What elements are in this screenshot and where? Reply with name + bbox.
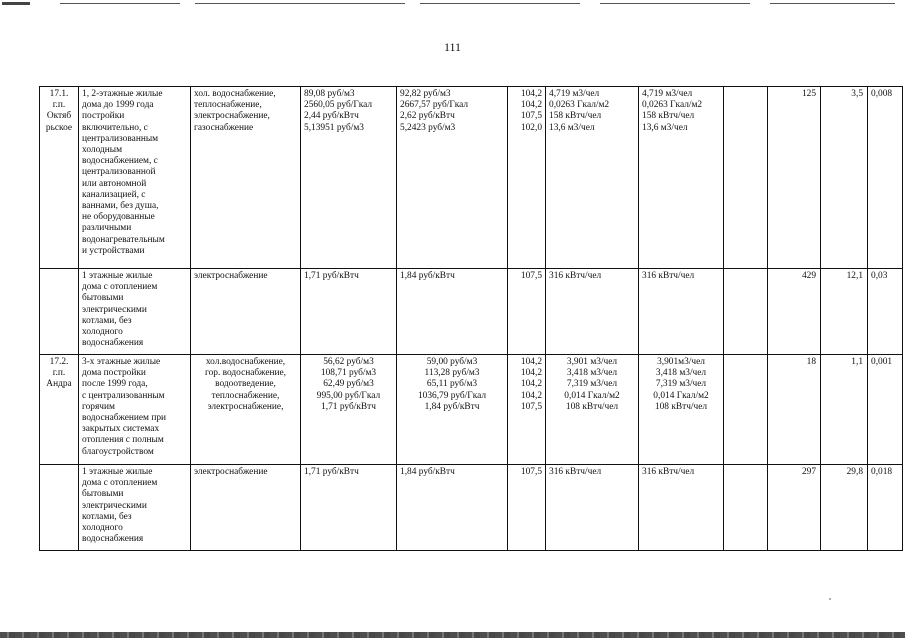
housing-description-line: 3-х этажные жилые	[82, 357, 161, 367]
tariff-index-line: 104,2	[520, 357, 542, 367]
share-cell	[821, 269, 868, 355]
housing-description-line: водоснабжения	[82, 338, 144, 349]
housing-description-line: или автономной	[82, 178, 147, 189]
housing-description-line: включительно, с	[82, 122, 148, 133]
norm-old-line: 316 кВтч/чел	[549, 271, 602, 281]
ratio-value: 0,018	[871, 467, 893, 477]
scan-top-noise	[0, 3, 905, 6]
tariff-index-line: 104,2	[520, 390, 542, 401]
housing-description-line: 1 этажные жилые	[82, 467, 153, 477]
empty-cell	[724, 355, 768, 465]
count-value: 18	[806, 357, 816, 367]
empty-cell	[724, 465, 768, 551]
housing-description-line: котлами, без	[82, 511, 132, 522]
norm-new-line: 316 кВтч/чел	[642, 271, 695, 281]
norm-old-line: 7,319 м3/чел	[566, 379, 618, 390]
norm-old-line: 13,6 м3/чел	[549, 122, 595, 133]
table-row	[40, 87, 903, 269]
tariff-old-line: 108,71 руб/м3	[320, 368, 377, 379]
norm-new-line: 158 кВтч/чел	[642, 111, 695, 122]
empty-cell	[724, 269, 768, 355]
page-number: 111	[443, 40, 462, 54]
settlement-line: Октяб	[46, 111, 72, 122]
housing-description-line: отопления с полным	[82, 435, 164, 446]
norm-new-cell	[639, 87, 724, 269]
services-cell	[191, 269, 301, 355]
housing-description-line: централизованным	[82, 133, 159, 144]
norm-old-line: 3,418 м3/чел	[566, 368, 618, 379]
services-line: гор. водоснабжение,	[204, 368, 287, 379]
scan-bottom-edge	[0, 632, 905, 638]
housing-description-line: централизованной	[82, 167, 156, 178]
housing-description-line: 1, 2-этажные жилые	[82, 89, 163, 99]
tariff-old-line: 1,71 руб/кВтч	[304, 467, 359, 477]
ratio-value: 0,03	[871, 271, 888, 281]
norm-new-cell	[639, 355, 724, 465]
ratio-cell	[868, 355, 903, 465]
housing-description-line: с централизованным	[82, 390, 165, 401]
tariff-old-line: 2,44 руб/кВтч	[304, 111, 359, 122]
ratio-cell	[868, 269, 903, 355]
norm-new-line: 0,014 Гкал/м2	[653, 390, 709, 401]
housing-description-line: различными	[82, 223, 132, 234]
tariff-index-cell	[508, 269, 546, 355]
tariff-index-line: 107,5	[520, 111, 542, 122]
ratio-cell	[868, 87, 903, 269]
settlement-line: Андра	[46, 379, 72, 390]
tariff-old-line: 56,62 руб/м3	[323, 357, 374, 367]
scan-speck	[829, 598, 831, 600]
tariff-new-line: 1036,79 руб/Гкал	[417, 390, 487, 401]
share-value: 29,8	[846, 467, 863, 477]
services-cell	[191, 87, 301, 269]
count-value: 429	[801, 271, 816, 281]
tariff-new-line: 1,84 руб/кВтч	[424, 401, 480, 412]
housing-description-line: бытовыми	[82, 293, 124, 304]
tariff-index-line: 104,2	[520, 368, 542, 379]
housing-description-line: холодного	[82, 523, 123, 534]
tariff-index-line: 107,5	[520, 271, 542, 281]
tariff-old-line: 1,71 руб/кВтч	[304, 271, 359, 281]
tariff-new-line: 113,28 руб/м3	[424, 368, 480, 379]
count-cell	[768, 465, 821, 551]
housing-description-cell	[79, 465, 191, 551]
norm-new-line: 13,6 м3/чел	[642, 122, 688, 133]
count-cell	[768, 87, 821, 269]
tariff-old-cell	[301, 465, 397, 551]
tariff-new-line: 59,00 руб/м3	[426, 357, 478, 367]
services-line: хол.водоснабжение,	[205, 357, 286, 367]
norm-old-line: 316 кВтч/чел	[549, 467, 602, 477]
housing-description-line: закрытых системах	[82, 424, 160, 435]
share-value: 12,1	[846, 271, 863, 281]
table-row	[40, 269, 903, 355]
housing-description-line: котлами, без	[82, 315, 132, 326]
housing-description-line: канализацией, с	[82, 189, 146, 200]
count-value: 297	[801, 467, 816, 477]
norm-new-line: 108 кВтч/чел	[654, 401, 708, 412]
housing-description-line: холодного	[82, 327, 123, 338]
housing-description-line: благоустройством	[82, 446, 154, 457]
housing-description-line: водоснабжением, с	[82, 156, 158, 167]
tariff-old-line: 1,71 руб/кВтч	[321, 401, 376, 412]
tariff-index-line: 107,5	[520, 467, 542, 477]
tariff-new-cell	[397, 87, 508, 269]
norm-new-line: 7,319 м3/чел	[655, 379, 707, 390]
tariff-new-line: 92,82 руб/м3	[400, 89, 451, 99]
tariff-old-line: 5,13951 руб/м3	[304, 122, 364, 133]
services-line: электроснабжение,	[207, 401, 284, 412]
settlement-line: 17.1.	[49, 89, 69, 99]
share-cell	[821, 87, 868, 269]
norm-new-cell	[639, 465, 724, 551]
ratio-cell	[868, 465, 903, 551]
housing-description-line: водоснабжением при	[82, 413, 167, 424]
tariff-old-cell	[301, 269, 397, 355]
tariff-new-cell	[397, 269, 508, 355]
housing-description-line: не оборудованные	[82, 212, 155, 223]
housing-description-line: ваннами, без душа,	[82, 201, 159, 212]
share-cell	[821, 355, 868, 465]
share-value: 3,5	[851, 89, 863, 99]
tariff-new-cell	[397, 465, 508, 551]
housing-description-cell	[79, 355, 191, 465]
count-value: 125	[801, 89, 816, 99]
housing-description-line: дома с отоплением	[82, 282, 158, 293]
housing-description-line: холодным	[82, 145, 123, 156]
share-value: 1,1	[851, 357, 863, 367]
settlement-cell	[40, 355, 79, 465]
services-line: газоснабжение	[194, 122, 254, 133]
norm-old-line: 108 кВтч/чел	[565, 401, 619, 412]
tariff-index-line: 104,2	[520, 89, 542, 99]
norm-old-line: 0,0263 Гкал/м2	[549, 100, 610, 111]
housing-description-cell	[79, 87, 191, 269]
services-line: электроснабжение	[194, 271, 268, 281]
norm-new-line: 3,901м3/чел	[657, 357, 705, 367]
housing-description-line: дома постройки	[82, 368, 146, 379]
tariff-new-line: 1,84 руб/кВтч	[400, 271, 455, 281]
tariff-new-line: 5,2423 руб/м3	[400, 122, 456, 133]
tariff-old-line: 2560,05 руб/Гкал	[304, 100, 373, 111]
tariff-table	[39, 86, 903, 551]
table-row	[40, 355, 903, 465]
services-cell	[191, 465, 301, 551]
tariff-old-cell	[301, 87, 397, 269]
norm-old-line: 3,901 м3/чел	[566, 357, 618, 367]
settlement-line: рьское	[45, 122, 73, 133]
count-cell	[768, 355, 821, 465]
settlement-cell	[40, 87, 79, 269]
settlement-cell	[40, 465, 79, 551]
housing-description-line: дома до 1999 года	[82, 100, 154, 111]
tariff-old-cell	[301, 355, 397, 465]
services-line: электроснабжение	[194, 467, 268, 477]
norm-old-cell	[546, 269, 639, 355]
tariff-index-cell	[508, 355, 546, 465]
housing-description-line: электрическими	[82, 304, 147, 315]
tariff-index-line: 102,0	[520, 122, 542, 133]
services-line: водоотведение,	[215, 379, 276, 390]
settlement-line: г.п.	[52, 100, 66, 111]
norm-new-line: 0,0263 Гкал/м2	[642, 100, 703, 111]
settlement-line: г.п.	[52, 368, 66, 379]
tariff-index-cell	[508, 87, 546, 269]
tariff-old-line: 89,08 руб/м3	[304, 89, 355, 99]
ratio-value: 0,001	[871, 357, 893, 367]
count-cell	[768, 269, 821, 355]
housing-description-line: бытовыми	[82, 489, 124, 500]
housing-description-line: дома с отоплением	[82, 478, 158, 489]
tariff-new-line: 2,62 руб/кВтч	[400, 111, 455, 122]
housing-description-line: и устройствами	[82, 245, 145, 256]
norm-old-cell	[546, 465, 639, 551]
settlement-line: 17.2.	[49, 357, 69, 367]
norm-old-cell	[546, 87, 639, 269]
services-cell	[191, 355, 301, 465]
table-row	[40, 465, 903, 551]
norm-old-line: 0,014 Гкал/м2	[564, 390, 620, 401]
tariff-index-cell	[508, 465, 546, 551]
settlement-cell	[40, 269, 79, 355]
norm-old-cell	[546, 355, 639, 465]
housing-description-line: горячим	[82, 401, 115, 412]
tariff-old-line: 62,49 руб/м3	[323, 379, 374, 390]
tariff-new-line: 1,84 руб/кВтч	[400, 467, 455, 477]
tariff-new-line: 2667,57 руб/Гкал	[400, 100, 469, 111]
tariff-index-line: 104,2	[520, 100, 542, 111]
share-cell	[821, 465, 868, 551]
housing-description-line: постройки	[82, 111, 125, 122]
norm-new-cell	[639, 269, 724, 355]
housing-description-line: 1 этажные жилые	[82, 271, 153, 281]
services-line: электроснабжение,	[194, 111, 270, 122]
housing-description-line: водонагревательным	[82, 234, 165, 245]
norm-old-line: 4,719 м3/чел	[549, 89, 600, 99]
housing-description-cell	[79, 269, 191, 355]
tariff-old-line: 995,00 руб/Гкал	[316, 390, 381, 401]
housing-description-line: водоснабжения	[82, 534, 144, 545]
housing-description-line: электрическими	[82, 500, 147, 511]
norm-new-line: 316 кВтч/чел	[642, 467, 695, 477]
tariff-new-cell	[397, 355, 508, 465]
ratio-value: 0,008	[871, 89, 893, 99]
norm-old-line: 158 кВтч/чел	[549, 111, 602, 122]
tariff-index-line: 107,5	[520, 401, 542, 412]
services-line: теплоснабжение,	[211, 390, 280, 401]
tariff-index-line: 104,2	[520, 379, 542, 390]
norm-new-line: 4,719 м3/чел	[642, 89, 693, 99]
tariff-new-line: 65,11 руб/м3	[426, 379, 478, 390]
norm-new-line: 3,418 м3/чел	[655, 368, 707, 379]
services-line: теплоснабжение,	[194, 100, 262, 111]
empty-cell	[724, 87, 768, 269]
services-line: хол. водоснабжение,	[194, 89, 276, 99]
housing-description-line: после 1999 года,	[82, 379, 148, 390]
